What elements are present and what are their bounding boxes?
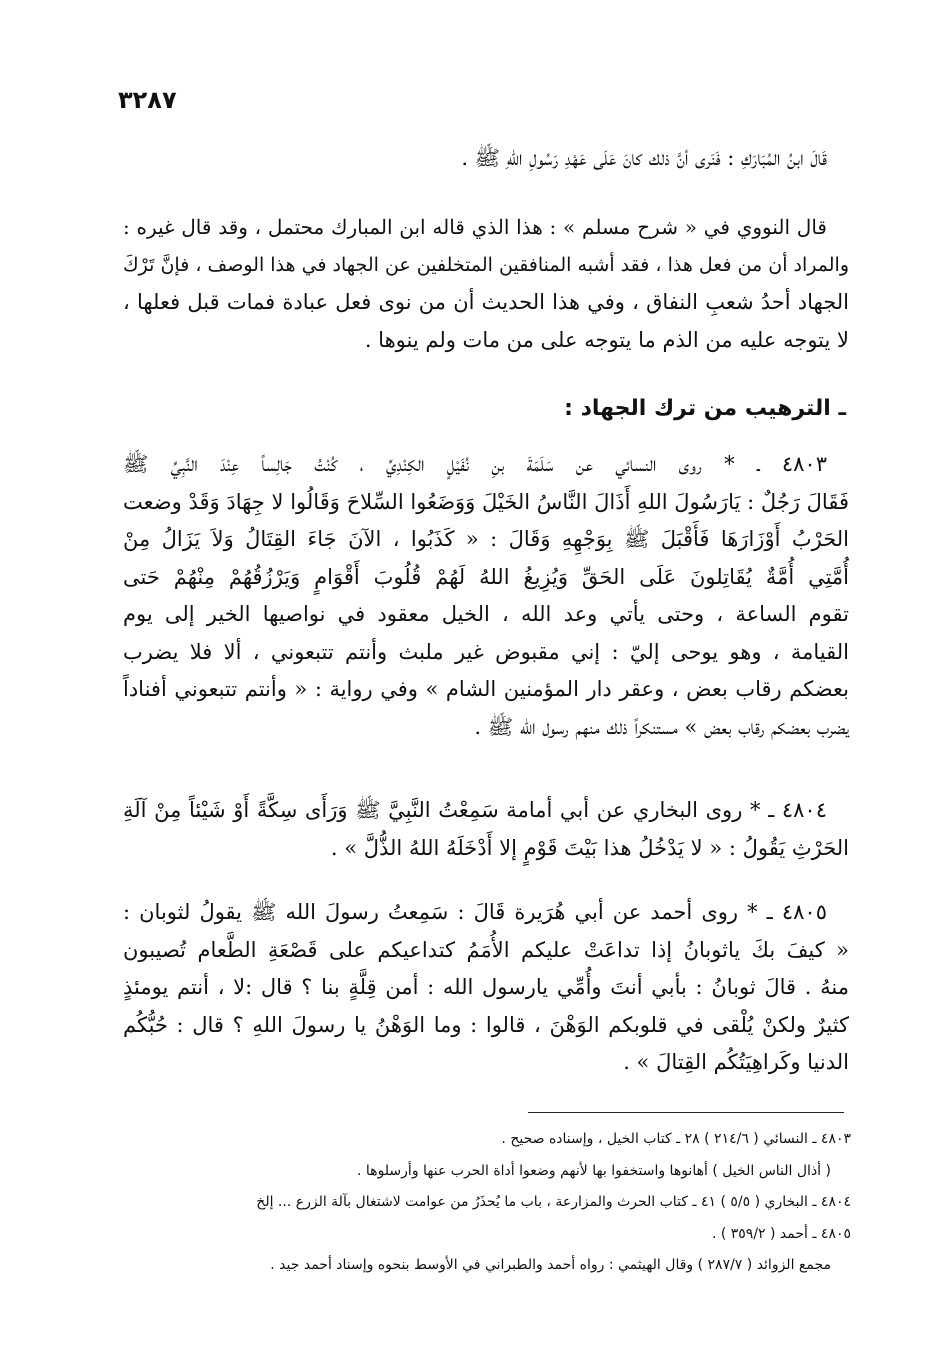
text-line: قَالَ ابنُ المُبَارَكِ : فَنَرى أنَّ ذلك كانَ عَلَى عَهْدِ رَسُولِ اللهِ ﷺ .: [461, 146, 827, 170]
text-line: لا يتوجه عليه من الذم ما يتوجه على من مات ولم ينوها .: [364, 327, 849, 352]
footnote: ( أذال الناس الخيل ) أهانوها واستخفوا بها لأنهم وضعوا أداة الحرب عنها وأرسلوها .: [357, 1162, 831, 1179]
text-line: القيامة ، وهو يوحى إليّ : إني مقبوض غير ملبث وأنتم تتبعوني ، ألا فلا يضرب: [123, 639, 849, 664]
text-line: أُمَّتِي أُمَّةٌ يُقَاتِلونَ عَلَى الحَقِّ وَيُزِيغُ اللهُ لَهُمْ قُلُوبَ أَقْوَامٍ وَيَرْزُقُهُمْ مِنْهُمْ حَتى: [123, 564, 849, 589]
text-line: تقوم الساعة ، وحتى يأتي وعد الله ، الخيل معقود في نواصيها الخير إلى يوم: [123, 602, 849, 626]
footnote: ٤٨٠٤ ـ البخاري ( ٥/٥ ) ٤١ ـ كتاب الحرث والمزارعة ، باب ما يُحذَرُ من عوامت لاشتغال بآلة الزرع ... إلخ: [256, 1194, 851, 1210]
page-number: ٣٢٨٧: [118, 86, 177, 114]
text-line: ٤٨٠٣ ـ * روى النسائي عن سَلَمَةَ بنِ نُفَيْلٍ الكِنْدِيِّ ، كُنْتُ جَالِساً عِنْدَ النَّبِيِّ ﷺ: [123, 452, 827, 476]
nawawi-paragraph: [123, 209, 849, 359]
footnote: ٤٨٠٣ ـ النسائي ( ٢١٤/٦ ) ٢٨ ـ كتاب الخيل ، وإسناده صحيح .: [501, 1131, 851, 1147]
text-line: قال النووي في « شرح مسلم » : هذا الذي قاله ابن المبارك محتمل ، وقد قال غيره :: [123, 215, 827, 239]
text-line: منهُ . قالَ ثوبانُ : بأبي أنتَ وأُمِّي يارسول الله : أمن قِلَّةٍ بنا ؟ قال :لا ، أنتم يومئذٍ: [123, 975, 849, 999]
footnote: ٤٨٠٥ ـ أحمد ( ٣٥٩/٢ ) .: [711, 1225, 851, 1242]
text-line: فَقَالَ رَجُلٌ : يَارَسُولَ اللهِ أَذَالَ النَّاسُ الخَيْلَ وَوَضَعُوا السِّلاحَ وَقَالُوا لا جِهَادَ وَقَدْ وضعت: [123, 489, 849, 514]
text-line: ٤٨٠٥ ـ * روى أحمد عن أبي هُرَيرة قَالَ : سَمِعتُ رسولَ الله ﷺ يقولُ لثوبان :: [123, 900, 827, 924]
section-heading: ـ الترهيب من ترك الجهاد :: [564, 396, 846, 421]
hadith-4804: [123, 792, 849, 867]
text-line: يضرب بعضكم رقاب بعض » مستنكراً ذلك منهم رسول الله ﷺ .: [474, 714, 849, 739]
hadith-4805: [123, 894, 849, 1082]
text-line: الدنيا وكَراهِيَتُكُم القِتالَ » .: [623, 1050, 849, 1074]
text-line: الحَرْثِ يَقُولُ : « لا يَدْخُلُ هذا بَيْتَ قَوْمٍ إلا أَدْخَلَهُ اللهُ الذُّلَّ » .: [330, 835, 849, 860]
footnote-separator: [528, 1112, 844, 1113]
text-line: الجهاد أحدُ شعبِ النفاق ، وفي هذا الحديث أن من نوى فعل عبادة فمات قبل فعلها ،: [123, 290, 849, 314]
text-line: والمراد أن من فعل هذا ، فقد أشبه المنافقين المتخلفين عن الجهاد في هذا الوصف ، فإنَّ تَرْكَ: [123, 253, 849, 276]
footnote: مجمع الزوائد ( ٢٨٧/٧ ) وقال الهيثمي : رواه أحمد والطبراني في الأوسط بنحوه وإسناد أحمد جيد .: [270, 1257, 831, 1273]
hadith-4803: [123, 446, 849, 746]
text-line: الحَرْبُ أَوْزَارَهَا فَأَقْبَلَ ﷺ بِوَجْهِهِ وَقَالَ : « كَذَبُوا ، الآنَ جَاءَ القِتَالُ وَلاَ يَزَالُ مِنْ: [123, 527, 849, 551]
text-line: « كيفَ بكَ ياثوبانُ إذا تداعَتْ عليكم الأُمَمُ كتداعيكم على قَصْعَةِ الطَّعام تُصيبون: [123, 937, 849, 962]
text-line: بعضكم رقاب بعض ، وعقر دار المؤمنين الشام » وفي رواية : « وأنتم تتبعوني أفناداً: [123, 677, 849, 701]
text-line: ٤٨٠٤ ـ * روى البخاري عن أبي أمامة سَمِعْتُ النَّبِيَّ ﷺ وَرَأَى سِكَّةً أَوْ شَيْئاً مِنْ آلَةِ: [123, 798, 827, 822]
text-line: كثيرٌ ولكنْ يُلْقى في قلوبكم الوَهْنَ ، قالوا : وما الوَهْنُ يا رسولَ اللهِ ؟ قال : حُبُّكُم: [123, 1012, 849, 1037]
intro-paragraph: [123, 140, 849, 178]
footnotes: [111, 1124, 851, 1282]
